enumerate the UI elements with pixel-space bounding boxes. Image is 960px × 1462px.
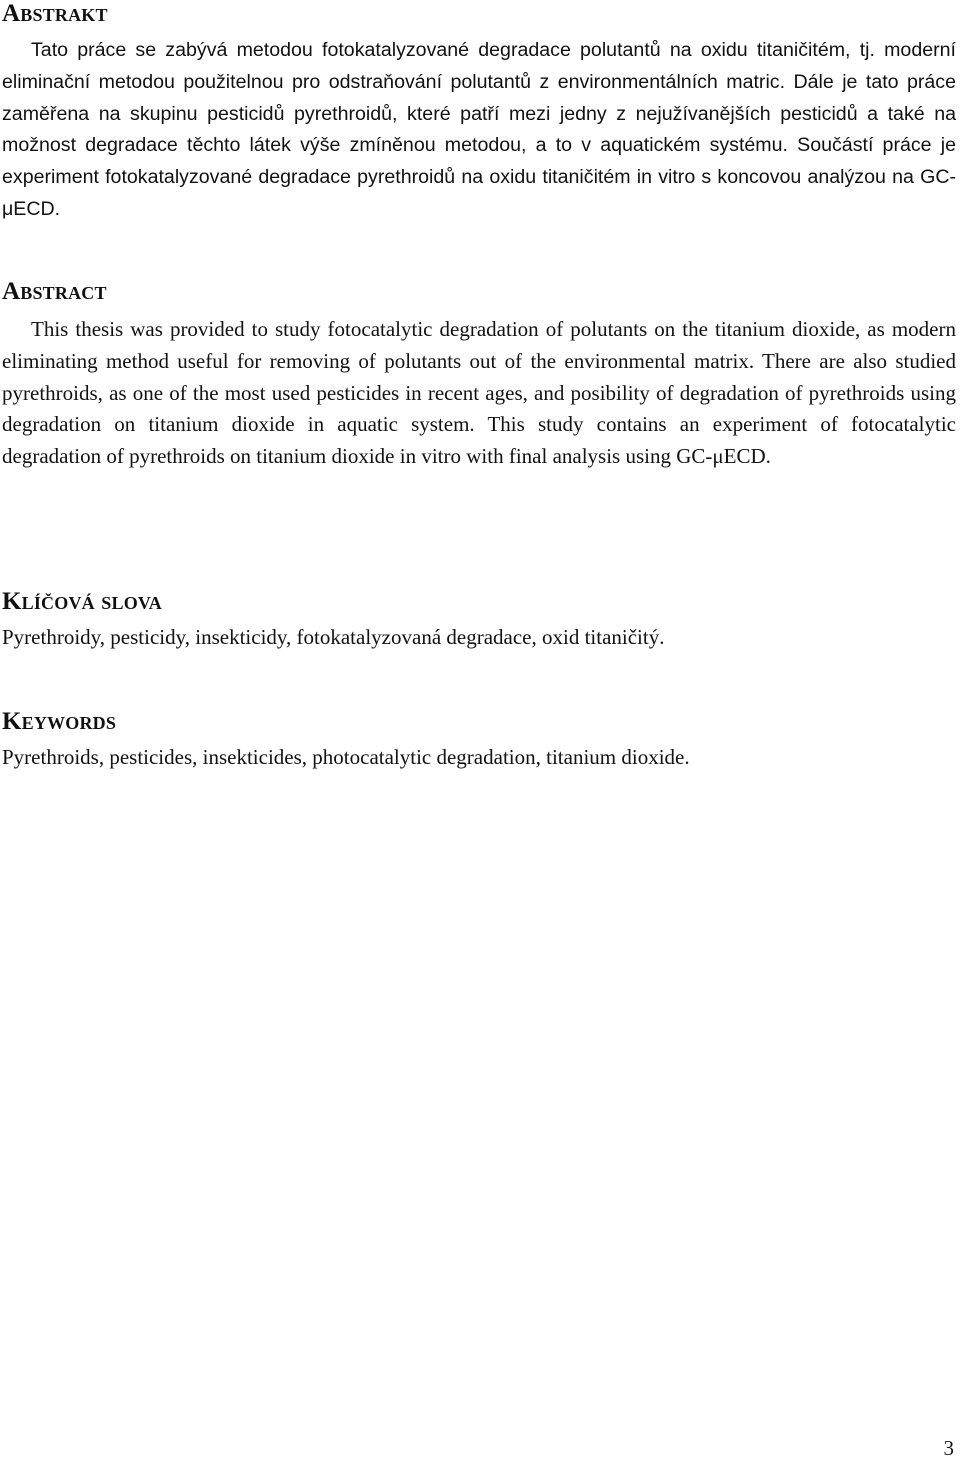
klicova-slova-text: Pyrethroidy, pesticidy, insekticidy, fotokatalyzovaná degradace, oxid titaničitý.: [2, 625, 665, 649]
keywords-text: Pyrethroids, pesticides, insekticides, photocatalytic degradation, titanium dioxide.: [2, 745, 690, 769]
klicova-slova-heading: Klíčová slova: [2, 588, 162, 615]
abstrakt-section: [2, 0, 956, 226]
keywords-section: [2, 708, 956, 774]
abstract-paragraph: This thesis was provided to study fotocatalytic degradation of polutants on the titanium dioxide, as modern eliminating method useful for removing of polutants out of the environmental matrix. There are also studied pyrethroids, as one of the most used pesticides in recent ages, and posibility of degradation of pyrethroids using degradation on titanium dioxide in aquatic system. This study contains an experiment of fotocatalytic degradation of pyrethroids on titanium dioxide in vitro with final analysis using GC-μECD.: [2, 317, 956, 469]
abstract-section: [2, 278, 956, 473]
klicova-slova-section: [2, 588, 956, 654]
abstrakt-heading: Abstrakt: [2, 0, 108, 27]
abstract-heading: Abstract: [2, 278, 107, 305]
keywords-heading: Keywords: [2, 708, 117, 735]
page-number: 3: [943, 1436, 954, 1460]
abstrakt-paragraph: Tato práce se zabývá metodou fotokatalyzované degradace polutantů na oxidu titaničitém, tj. moderní eliminační metodou použitelnou pro odstraňování polutantů z environmentálních matric. Dále je tato práce zaměřena na skupinu pesticidů pyrethroidů, které patří mezi jedny z nejužívanějších pesticidů a také na možnost degradace těchto látek výše zmíněnou metodou, a to v aquatickém systému. Součástí práce je experiment fotokatalyzované degradace pyrethroidů na oxidu titaničitém in vitro s koncovou analýzou na GC-μECD.: [2, 39, 956, 220]
